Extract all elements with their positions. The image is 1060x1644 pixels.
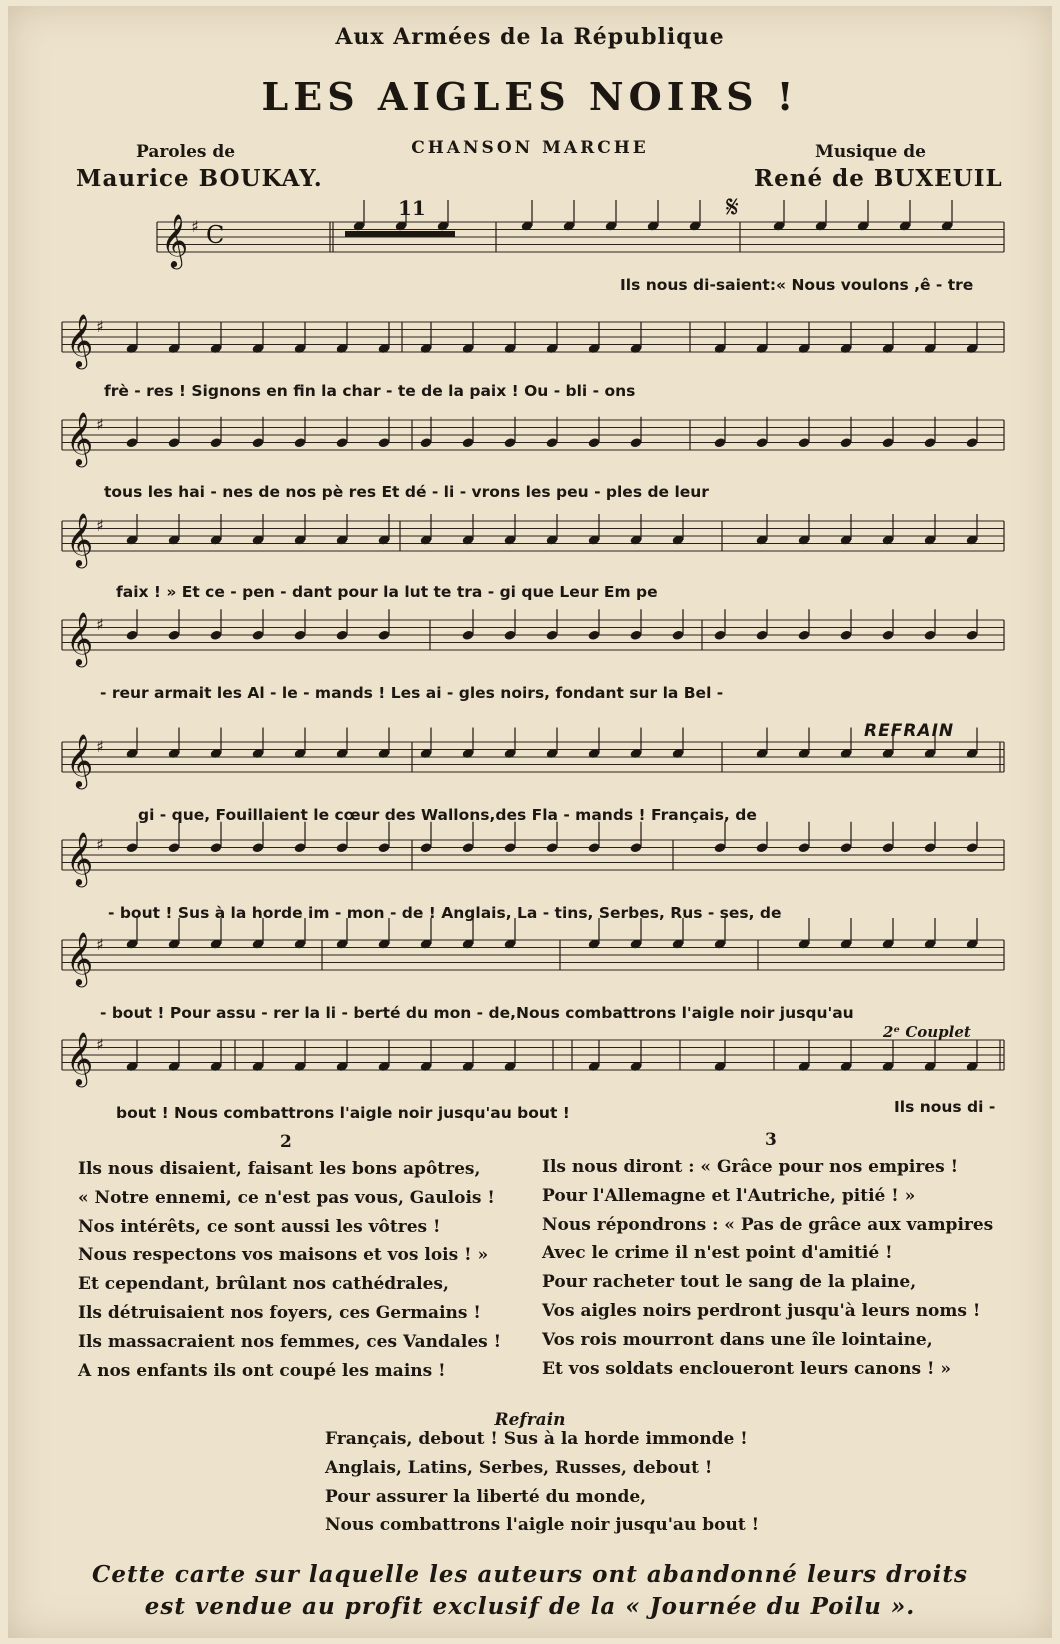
verse-3-line: Nous répondrons : « Pas de grâce aux vampires — [542, 1214, 994, 1235]
lyric-line-9: bout ! Nous combattrons l'aigle noir jusqu'au bout ! — [116, 1104, 570, 1122]
lyric-line-2: frè - res ! Signons en fin la char - te de la paix ! Ou - bli - ons — [104, 382, 636, 400]
verse-3-line: Pour racheter tout le sang de la plaine, — [542, 1272, 917, 1293]
lyricist-name: Maurice BOUKAY. — [76, 165, 323, 192]
refrain-heading: Refrain — [494, 1410, 566, 1430]
refrain-marker: REFRAIN — [864, 721, 955, 741]
lyric-line-1: Ils nous di-saient:« Nous voulons ,ê - tre — [620, 276, 974, 294]
verse-3-line: Vos rois mourront dans une île lointaine, — [542, 1329, 933, 1350]
refrain-text — [325, 1425, 759, 1540]
song-genre: CHANSON MARCHE — [411, 138, 649, 158]
treble-clef-icon: 𝄞 — [66, 411, 94, 465]
key-signature-sharp-icon: ♯ — [96, 317, 104, 336]
verse-number-3: 3 — [765, 1130, 777, 1150]
refrain-line: Pour assurer la liberté du monde, — [325, 1486, 647, 1507]
lyric-line-7: - bout ! Sus à la horde im - mon - de ! Anglais, La - tins, Serbes, Rus - ses, de — [108, 904, 782, 922]
refrain-line: Nous combattrons l'aigle noir jusqu'au bout ! — [325, 1515, 760, 1536]
footer-line-2: est vendue au profit exclusif de la « Journée du Poilu ». — [144, 1593, 916, 1620]
verse-2-line: A nos enfants ils ont coupé les mains ! — [78, 1360, 446, 1381]
lyric-line-6: gi - que, Fouillaient le cœur des Wallons,des Fla - mands ! Français, de — [138, 806, 757, 824]
verse-3-line: Ils nous diront : « Grâce pour nos empires ! — [542, 1157, 959, 1177]
lyric-line-4: faix ! » Et ce - pen - dant pour la lut te tra - gi que Leur Em pe — [116, 583, 658, 601]
treble-clef-icon: 𝄞 — [161, 213, 189, 267]
treble-clef-icon: 𝄞 — [66, 1031, 94, 1085]
verse-2-line: Nous respectons vos maisons et vos lois ! » — [78, 1245, 489, 1266]
verse-2-line: Ils nous disaient, faisant les bons apôtres, — [78, 1159, 481, 1179]
key-signature-sharp-icon: ♯ — [96, 615, 104, 634]
treble-clef-icon: 𝄞 — [66, 313, 94, 367]
treble-clef-icon: 𝄞 — [66, 831, 94, 885]
verse-number-2: 2 — [280, 1132, 292, 1152]
treble-clef-icon: 𝄞 — [66, 611, 94, 665]
verse-3-line: Et vos soldats encloueront leurs canons ! » — [542, 1358, 951, 1379]
key-signature-sharp-icon: ♯ — [96, 1035, 104, 1054]
lyricist-label: Paroles de — [136, 142, 236, 162]
key-signature-sharp-icon: ♯ — [96, 516, 104, 535]
lyric-line-8: - bout ! Pour assu - rer la li - berté du mon - de,Nous combattrons l'aigle noir jusqu'au — [100, 1004, 854, 1022]
verse-2-line: « Notre ennemi, ce n'est pas vous, Gaulois ! — [78, 1187, 495, 1208]
treble-clef-icon: 𝄞 — [66, 733, 94, 787]
lyric-line-3: tous les hai - nes de nos pè res Et dé - li - vrons les peu - ples de leur — [104, 483, 709, 501]
verse-3-line: Pour l'Allemagne et l'Autriche, pitié ! » — [542, 1185, 916, 1206]
verse-2-line: Et cependant, brûlant nos cathédrales, — [78, 1274, 449, 1295]
song-title: LES AIGLES NOIRS ! — [261, 74, 799, 119]
key-signature-sharp-icon: ♯ — [191, 217, 199, 236]
verse-3-line: Avec le crime il n'est point d'amitié ! — [542, 1243, 893, 1264]
segno-sign: 𝄋 — [726, 190, 739, 225]
dedication: Aux Armées de la République — [335, 24, 725, 50]
multi-measure-rest — [345, 231, 455, 237]
key-signature-sharp-icon: ♯ — [96, 737, 104, 756]
composer-label: Musique de — [815, 142, 926, 162]
verse-2-line: Nos intérêts, ce sont aussi les vôtres ! — [78, 1216, 441, 1237]
verse-3 — [542, 1153, 993, 1383]
verse-3-line: Vos aigles noirs perdront jusqu'à leurs noms ! — [542, 1300, 981, 1321]
key-signature-sharp-icon: ♯ — [96, 415, 104, 434]
treble-clef-icon: 𝄞 — [66, 512, 94, 566]
refrain-line: Français, debout ! Sus à la horde immonde ! — [325, 1429, 748, 1449]
verse-2-line: Ils détruisaient nos foyers, ces Germains ! — [78, 1302, 481, 1323]
treble-clef-icon: 𝄞 — [66, 931, 94, 985]
lyric-line-10: Ils nous di - — [894, 1098, 996, 1116]
measure-number: 11 — [398, 196, 426, 220]
refrain-line: Anglais, Latins, Serbes, Russes, debout ! — [325, 1457, 713, 1478]
key-signature-sharp-icon: ♯ — [96, 935, 104, 954]
verse-2 — [78, 1155, 501, 1385]
second-couplet-marker: 2ᵉ Couplet — [883, 1023, 971, 1041]
composer-name: René de BUXEUIL — [754, 165, 1003, 192]
footer-line-1: Cette carte sur laquelle les auteurs ont abandonné leurs droits — [92, 1561, 968, 1588]
key-signature-sharp-icon: ♯ — [96, 835, 104, 854]
common-time-icon: C — [206, 221, 225, 249]
lyric-line-5: - reur armait les Al - le - mands ! Les ai - gles noirs, fondant sur la Bel - — [100, 684, 724, 702]
verse-2-line: Ils massacraient nos femmes, ces Vandales ! — [78, 1331, 502, 1352]
